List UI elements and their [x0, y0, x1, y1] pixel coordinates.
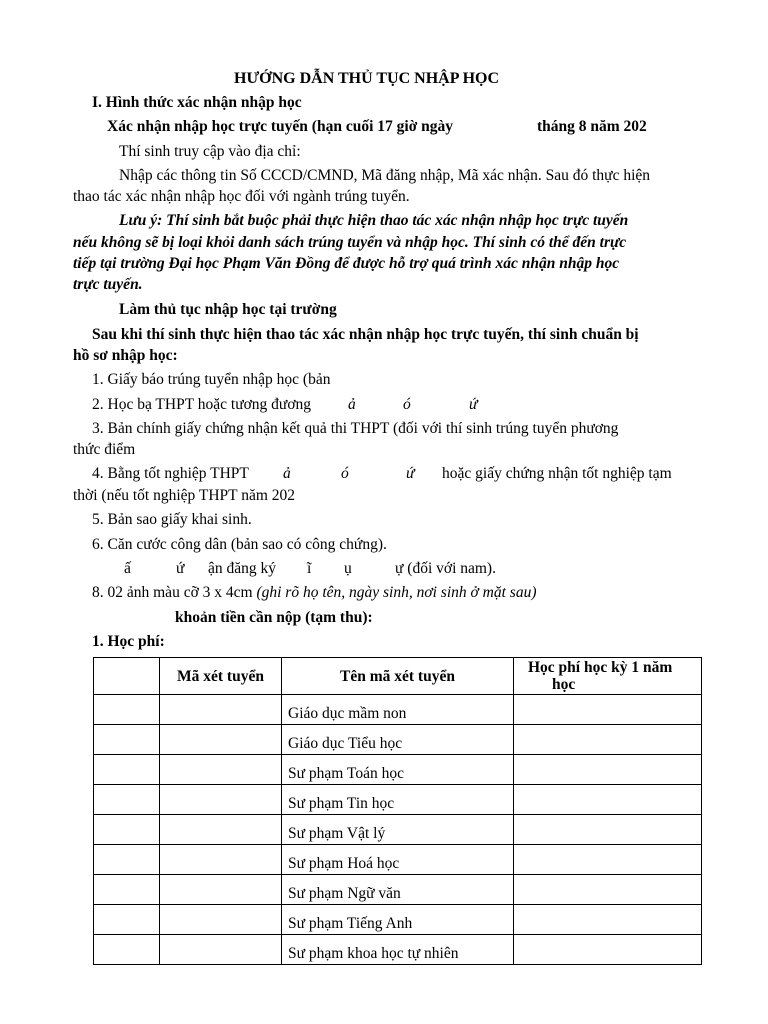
cell-program-name: Sư phạm Ngữ văn	[282, 875, 514, 905]
cell-program-name: Sư phạm Tin học	[282, 785, 514, 815]
note-line-4: trực tuyến.	[73, 276, 143, 293]
cell-fee	[514, 875, 702, 905]
item-1: 1. Giấy báo trúng tuyển nhập học (bản	[92, 371, 331, 388]
table-row	[94, 695, 702, 725]
table-row	[94, 935, 702, 965]
section-1-heading: I. Hình thức xác nhận nhập học	[92, 94, 302, 111]
item-5: 5. Bản sao giấy khai sinh.	[92, 511, 252, 528]
item-4-line-2: thời (nếu tốt nghiệp THPT năm 202	[73, 487, 296, 504]
item-7-fragment: ận đăng ký	[208, 560, 277, 577]
tuition-table	[93, 657, 702, 965]
note-line-1: Lưu ý: Thí sinh bắt buộc phải thực hiện thao tác xác nhận nhập học trực tuyến	[119, 212, 629, 229]
online-confirm-text: Xác nhận nhập học trực tuyến (hạn cuối 17 giờ ngày	[107, 118, 454, 135]
table-row	[94, 755, 702, 785]
cell-fee	[514, 935, 702, 965]
cell-code	[160, 755, 282, 785]
item-6: 6. Căn cước công dân (bản sao có công chứng).	[92, 536, 387, 553]
cell-index	[94, 815, 160, 845]
note-line-3: tiếp tại trường Đại học Phạm Văn Đồng để được hỗ trợ quá trình xác nhận nhập học	[73, 255, 620, 272]
cell-index	[94, 905, 160, 935]
cell-code	[160, 875, 282, 905]
item-8	[92, 583, 537, 603]
cell-fee	[514, 815, 702, 845]
enter-info-line-1: Nhập các thông tin Số CCCD/CMND, Mã đăng nhập, Mã xác nhận. Sau đó thực hiện	[119, 167, 651, 184]
item-2-fragment: ả	[348, 396, 356, 413]
cell-code	[160, 725, 282, 755]
cell-fee	[514, 785, 702, 815]
header-fee-line-1: Học phí học kỳ 1 năm	[528, 659, 673, 676]
cell-program-name: Sư phạm Tiếng Anh	[282, 905, 514, 935]
item-4-fragment: ứ	[406, 465, 415, 482]
header-fee-line-2: học	[552, 676, 576, 693]
table-row	[94, 815, 702, 845]
cell-code	[160, 845, 282, 875]
cell-program-name: Sư phạm khoa học tự nhiên	[282, 935, 514, 965]
cell-fee	[514, 725, 702, 755]
item-7-fragment: ấ	[124, 560, 131, 577]
cell-code	[160, 935, 282, 965]
enter-info-line-2: thao tác xác nhận nhập học đối với ngành trúng tuyển.	[73, 188, 410, 205]
item-7-fragment: ự (đối với nam).	[395, 560, 496, 577]
cell-program-name: Sư phạm Vật lý	[282, 815, 514, 845]
header-name: Tên mã xét tuyển	[282, 658, 514, 695]
item-4-line-1: 4. Bằng tốt nghiệp THPT	[92, 465, 249, 482]
access-address-line: Thí sinh truy cập vào địa chỉ:	[119, 143, 301, 160]
prepare-line-1: Sau khi thí sinh thực hiện thao tác xác nhận nhập học trực tuyến, thí sinh chuẩn bị	[92, 326, 639, 343]
cell-index	[94, 875, 160, 905]
cell-fee	[514, 845, 702, 875]
item-8-note: (ghi rõ họ tên, ngày sinh, nơi sinh ở mặt sau)	[256, 584, 537, 601]
item-7-fragment: ĩ	[307, 560, 312, 577]
table-row	[94, 875, 702, 905]
document-title: HƯỚNG DẪN THỦ TỤC NHẬP HỌC	[234, 70, 500, 87]
item-2-fragment: ứ	[469, 396, 478, 413]
table-row	[94, 725, 702, 755]
item-7-fragment: ứ	[176, 560, 185, 577]
item-8-text: 8. 02 ảnh màu cỡ 3 x 4cm	[92, 584, 253, 601]
item-4-fragment: ó	[341, 465, 349, 482]
item-2-fragment: ó	[403, 396, 411, 413]
cell-code	[160, 785, 282, 815]
cell-index	[94, 755, 160, 785]
header-code: Mã xét tuyển	[160, 658, 282, 695]
cell-program-name: Sư phạm Toán học	[282, 755, 514, 785]
cell-fee	[514, 905, 702, 935]
at-school-heading: Làm thủ tục nhập học tại trường	[119, 301, 337, 318]
item-7-fragment: ụ	[344, 560, 352, 577]
cell-program-name: Sư phạm Hoá học	[282, 845, 514, 875]
cell-fee	[514, 695, 702, 725]
table-row	[94, 905, 702, 935]
item-2: 2. Học bạ THPT hoặc tương đương	[92, 396, 312, 413]
table-row	[94, 845, 702, 875]
table-header-row	[94, 658, 702, 695]
cell-code	[160, 695, 282, 725]
header-cell-blank	[94, 658, 160, 695]
tuition-subheading: 1. Học phí:	[92, 633, 165, 650]
cell-index	[94, 725, 160, 755]
online-confirm-deadline: tháng 8 năm 202	[537, 118, 647, 135]
fees-heading: khoản tiền cần nộp (tạm thu):	[175, 609, 373, 626]
item-3-line-2: thức điểm	[73, 441, 136, 458]
prepare-line-2: hồ sơ nhập học:	[73, 347, 178, 364]
cell-program-name: Giáo dục Tiểu học	[282, 725, 514, 755]
online-confirm-line	[107, 117, 453, 137]
cell-program-name: Giáo dục mầm non	[282, 695, 514, 725]
cell-code	[160, 905, 282, 935]
header-fee	[514, 658, 702, 695]
item-4-line-1-end: hoặc giấy chứng nhận tốt nghiệp tạm	[442, 465, 672, 482]
note-line-2: nếu không sẽ bị loại khỏi danh sách trúng tuyển và nhập học. Thí sinh có thể đến trực	[73, 234, 627, 251]
cell-index	[94, 935, 160, 965]
item-4-fragment: ả	[283, 465, 291, 482]
cell-index	[94, 845, 160, 875]
cell-index	[94, 785, 160, 815]
cell-fee	[514, 755, 702, 785]
table-row	[94, 785, 702, 815]
item-3-line-1: 3. Bản chính giấy chứng nhận kết quả thi THPT (đối với thí sinh trúng tuyển phương	[92, 420, 619, 437]
cell-code	[160, 815, 282, 845]
cell-index	[94, 695, 160, 725]
